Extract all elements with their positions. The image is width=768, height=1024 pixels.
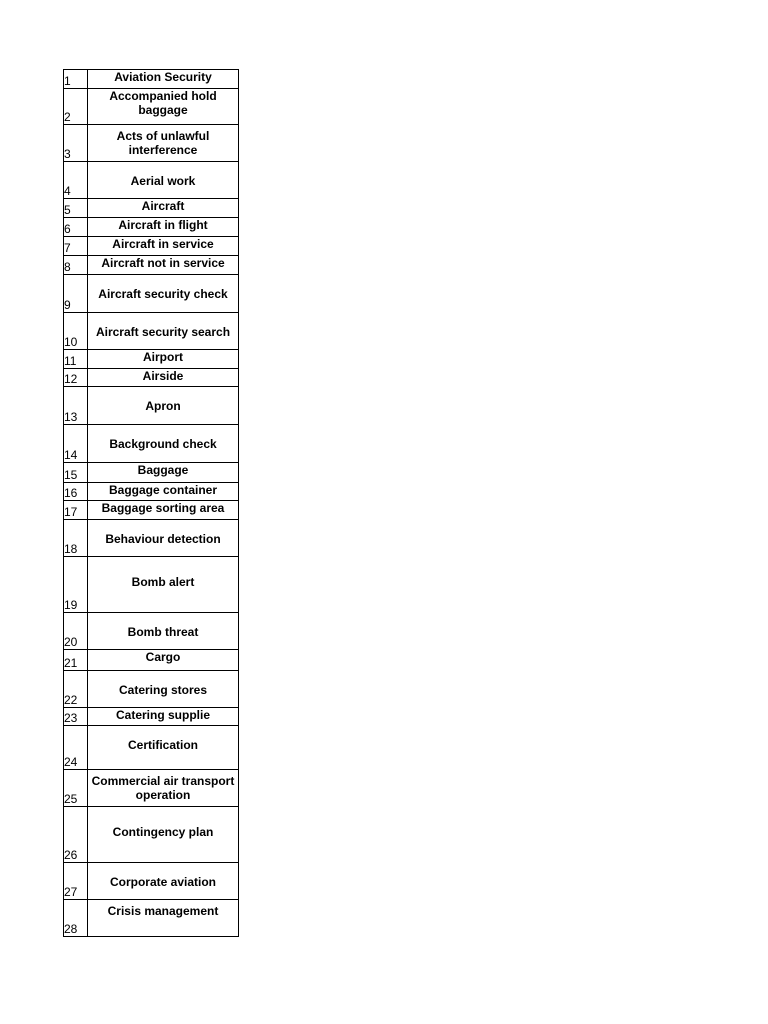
term-cell: Bomb threat bbox=[88, 613, 239, 650]
table-row bbox=[64, 256, 239, 275]
table-row bbox=[64, 671, 239, 708]
row-number: 3 bbox=[64, 125, 88, 162]
term-cell: Aerial work bbox=[88, 162, 239, 199]
table-row bbox=[64, 863, 239, 900]
row-number: 7 bbox=[64, 237, 88, 256]
table-row bbox=[64, 369, 239, 387]
row-number: 20 bbox=[64, 613, 88, 650]
table-row bbox=[64, 463, 239, 483]
term-cell: Airside bbox=[88, 369, 239, 387]
row-number: 24 bbox=[64, 726, 88, 770]
term-cell: Acts of unlawful interference bbox=[88, 125, 239, 162]
row-number: 6 bbox=[64, 218, 88, 237]
term-cell: Aircraft security check bbox=[88, 275, 239, 313]
term-cell: Commercial air transport operation bbox=[88, 770, 239, 807]
table-row bbox=[64, 199, 239, 218]
row-number: 8 bbox=[64, 256, 88, 275]
term-cell: Aircraft in flight bbox=[88, 218, 239, 237]
term-cell: Corporate aviation bbox=[88, 863, 239, 900]
term-cell: Aircraft in service bbox=[88, 237, 239, 256]
row-number: 12 bbox=[64, 369, 88, 387]
table-row bbox=[64, 218, 239, 237]
row-number: 23 bbox=[64, 708, 88, 726]
table-row bbox=[64, 162, 239, 199]
term-cell: Crisis management bbox=[88, 900, 239, 937]
table-row bbox=[64, 520, 239, 557]
table-row bbox=[64, 900, 239, 937]
row-number: 13 bbox=[64, 387, 88, 425]
term-cell: Certification bbox=[88, 726, 239, 770]
row-number: 27 bbox=[64, 863, 88, 900]
row-number: 1 bbox=[64, 70, 88, 89]
term-cell: Cargo bbox=[88, 650, 239, 671]
term-cell: Background check bbox=[88, 425, 239, 463]
row-number: 28 bbox=[64, 900, 88, 937]
term-cell: Aircraft security search bbox=[88, 313, 239, 350]
table-row bbox=[64, 237, 239, 256]
table-row bbox=[64, 350, 239, 369]
row-number: 5 bbox=[64, 199, 88, 218]
term-cell: Aviation Security bbox=[88, 70, 239, 89]
table-row bbox=[64, 313, 239, 350]
table-row bbox=[64, 387, 239, 425]
terms-table bbox=[63, 69, 239, 937]
row-number: 25 bbox=[64, 770, 88, 807]
row-number: 14 bbox=[64, 425, 88, 463]
term-cell: Aircraft not in service bbox=[88, 256, 239, 275]
table-row bbox=[64, 708, 239, 726]
table-row bbox=[64, 125, 239, 162]
table-row bbox=[64, 275, 239, 313]
row-number: 11 bbox=[64, 350, 88, 369]
term-cell: Baggage sorting area bbox=[88, 501, 239, 520]
table-row bbox=[64, 770, 239, 807]
term-cell: Baggage bbox=[88, 463, 239, 483]
row-number: 15 bbox=[64, 463, 88, 483]
row-number: 21 bbox=[64, 650, 88, 671]
term-cell: Catering stores bbox=[88, 671, 239, 708]
table-row bbox=[64, 726, 239, 770]
term-cell: Bomb alert bbox=[88, 557, 239, 613]
row-number: 10 bbox=[64, 313, 88, 350]
row-number: 19 bbox=[64, 557, 88, 613]
row-number: 4 bbox=[64, 162, 88, 199]
row-number: 26 bbox=[64, 807, 88, 863]
term-cell: Behaviour detection bbox=[88, 520, 239, 557]
term-cell: Apron bbox=[88, 387, 239, 425]
row-number: 18 bbox=[64, 520, 88, 557]
table-row bbox=[64, 501, 239, 520]
table-row bbox=[64, 650, 239, 671]
row-number: 16 bbox=[64, 483, 88, 501]
table-row bbox=[64, 70, 239, 89]
term-cell: Baggage container bbox=[88, 483, 239, 501]
term-cell: Airport bbox=[88, 350, 239, 369]
table-row bbox=[64, 89, 239, 125]
row-number: 9 bbox=[64, 275, 88, 313]
term-cell: Catering supplie bbox=[88, 708, 239, 726]
table-row bbox=[64, 483, 239, 501]
term-cell: Aircraft bbox=[88, 199, 239, 218]
table-row bbox=[64, 807, 239, 863]
table-row bbox=[64, 557, 239, 613]
table-row bbox=[64, 425, 239, 463]
term-cell: Accompanied hold baggage bbox=[88, 89, 239, 125]
row-number: 22 bbox=[64, 671, 88, 708]
row-number: 17 bbox=[64, 501, 88, 520]
term-cell: Contingency plan bbox=[88, 807, 239, 863]
table-row bbox=[64, 613, 239, 650]
row-number: 2 bbox=[64, 89, 88, 125]
